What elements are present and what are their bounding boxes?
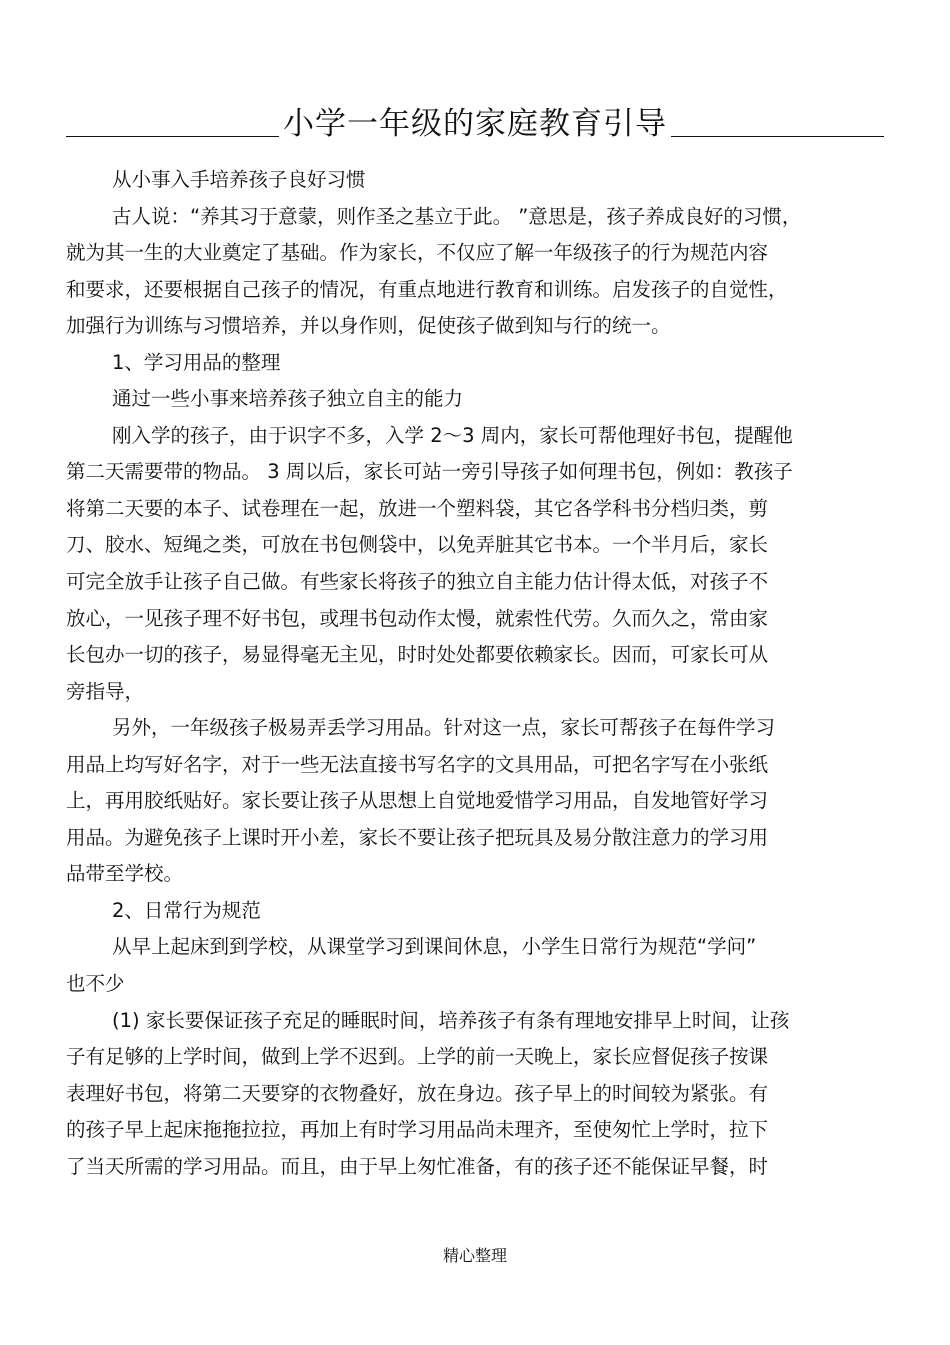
text-line: 可完全放手让孩子自己做。有些家长将孩子的独立自主能力估计得太低，对孩子不 <box>66 570 769 594</box>
text-line: 另外，一年级孩子极易弄丢学习用品。针对这一点，家长可帮孩子在每件学习 <box>112 716 776 740</box>
document-body <box>66 162 886 1185</box>
text-line: 子有足够的上学时间，做到上学不迟到。上学的前一天晚上，家长应督促孩子按课 <box>66 1045 769 1069</box>
text-line: 也不少 <box>66 972 125 996</box>
text-line: 的孩子早上起床拖拖拉拉，再加上有时学习用品尚未理齐，至使匆忙上学时，拉下 <box>66 1118 769 1142</box>
text-line: 从小事入手培养孩子良好习惯 <box>112 168 366 191</box>
text-line: 表理好书包，将第二天要穿的衣物叠好，放在身边。孩子早上的时间较为紧张。有 <box>66 1081 769 1105</box>
text-line: 从早上起床到到学校，从课堂学习到课间休息，小学生日常行为规范“学问” <box>112 935 757 959</box>
text-line: 用品上均写好名字，对于一些无法直接书写名字的文具用品，可把名字写在小张纸 <box>66 752 769 776</box>
text-line: 长包办一切的孩子，易显得毫无主见，时时处处都要依赖家长。因而，可家长可从 <box>66 643 769 667</box>
text-line: 通过一些小事来培养孩子独立自主的能力 <box>112 387 464 411</box>
text-line: 1、学习用品的整理 <box>112 350 281 374</box>
text-line: 加强行为训练与习惯培养，并以身作则，促使孩子做到知与行的统一。 <box>66 314 671 338</box>
text-line: 用品。为避免孩子上课时开小差，家长不要让孩子把玩具及易分散注意力的学习用 <box>66 825 769 849</box>
text-line: 刚入学的孩子，由于识字不多，入学 2～3 周内，家长可帮他理好书包，提醒他 <box>112 423 793 447</box>
text-line: 第二天需要带的物品。 3 周以后，家长可站一旁引导孩子如何理书包，例如：教孩子 <box>66 460 793 484</box>
text-line: 了当天所需的学习用品。而且，由于早上匆忙准备，有的孩子还不能保证早餐，时 <box>66 1154 769 1178</box>
text-line: 上，再用胶纸贴好。家长要让孩子从思想上自觉地爱惜学习用品，自发地管好学习 <box>66 789 769 813</box>
text-line: 古人说：“养其习于意蒙，则作圣之基立于此。 ”意思是，孩子养成良好的习惯， <box>112 204 802 228</box>
document-title <box>0 102 950 146</box>
document-title-text: 小学一年级的家庭教育引导 <box>279 106 671 142</box>
text-line: 旁指导， <box>66 679 145 703</box>
text-line: 放心，一见孩子理不好书包，或理书包动作太慢，就索性代劳。久而久之，常由家 <box>66 606 769 630</box>
text-line: 就为其一生的大业奠定了基础。作为家长，不仅应了解一年级孩子的行为规范内容 <box>66 241 769 265</box>
text-line: 2、日常行为规范 <box>112 898 261 922</box>
text-line: (1) 家长要保证孩子充足的睡眠时间，培养孩子有条有理地安排早上时间，让孩 <box>112 1008 790 1032</box>
text-line: 刀、胶水、短绳之类，可放在书包侧袋中，以免弄脏其它书本。一个半月后，家长 <box>66 533 769 557</box>
page-footer: 精心整理 <box>442 1246 507 1265</box>
text-line: 和要求，还要根据自己孩子的情况，有重点地进行教育和训练。启发孩子的自觉性， <box>66 277 788 301</box>
text-line: 将第二天要的本子、试卷理在一起，放进一个塑料袋，其它各学科书分档归类，剪 <box>66 496 769 520</box>
text-line: 品带至学校。 <box>66 862 184 886</box>
